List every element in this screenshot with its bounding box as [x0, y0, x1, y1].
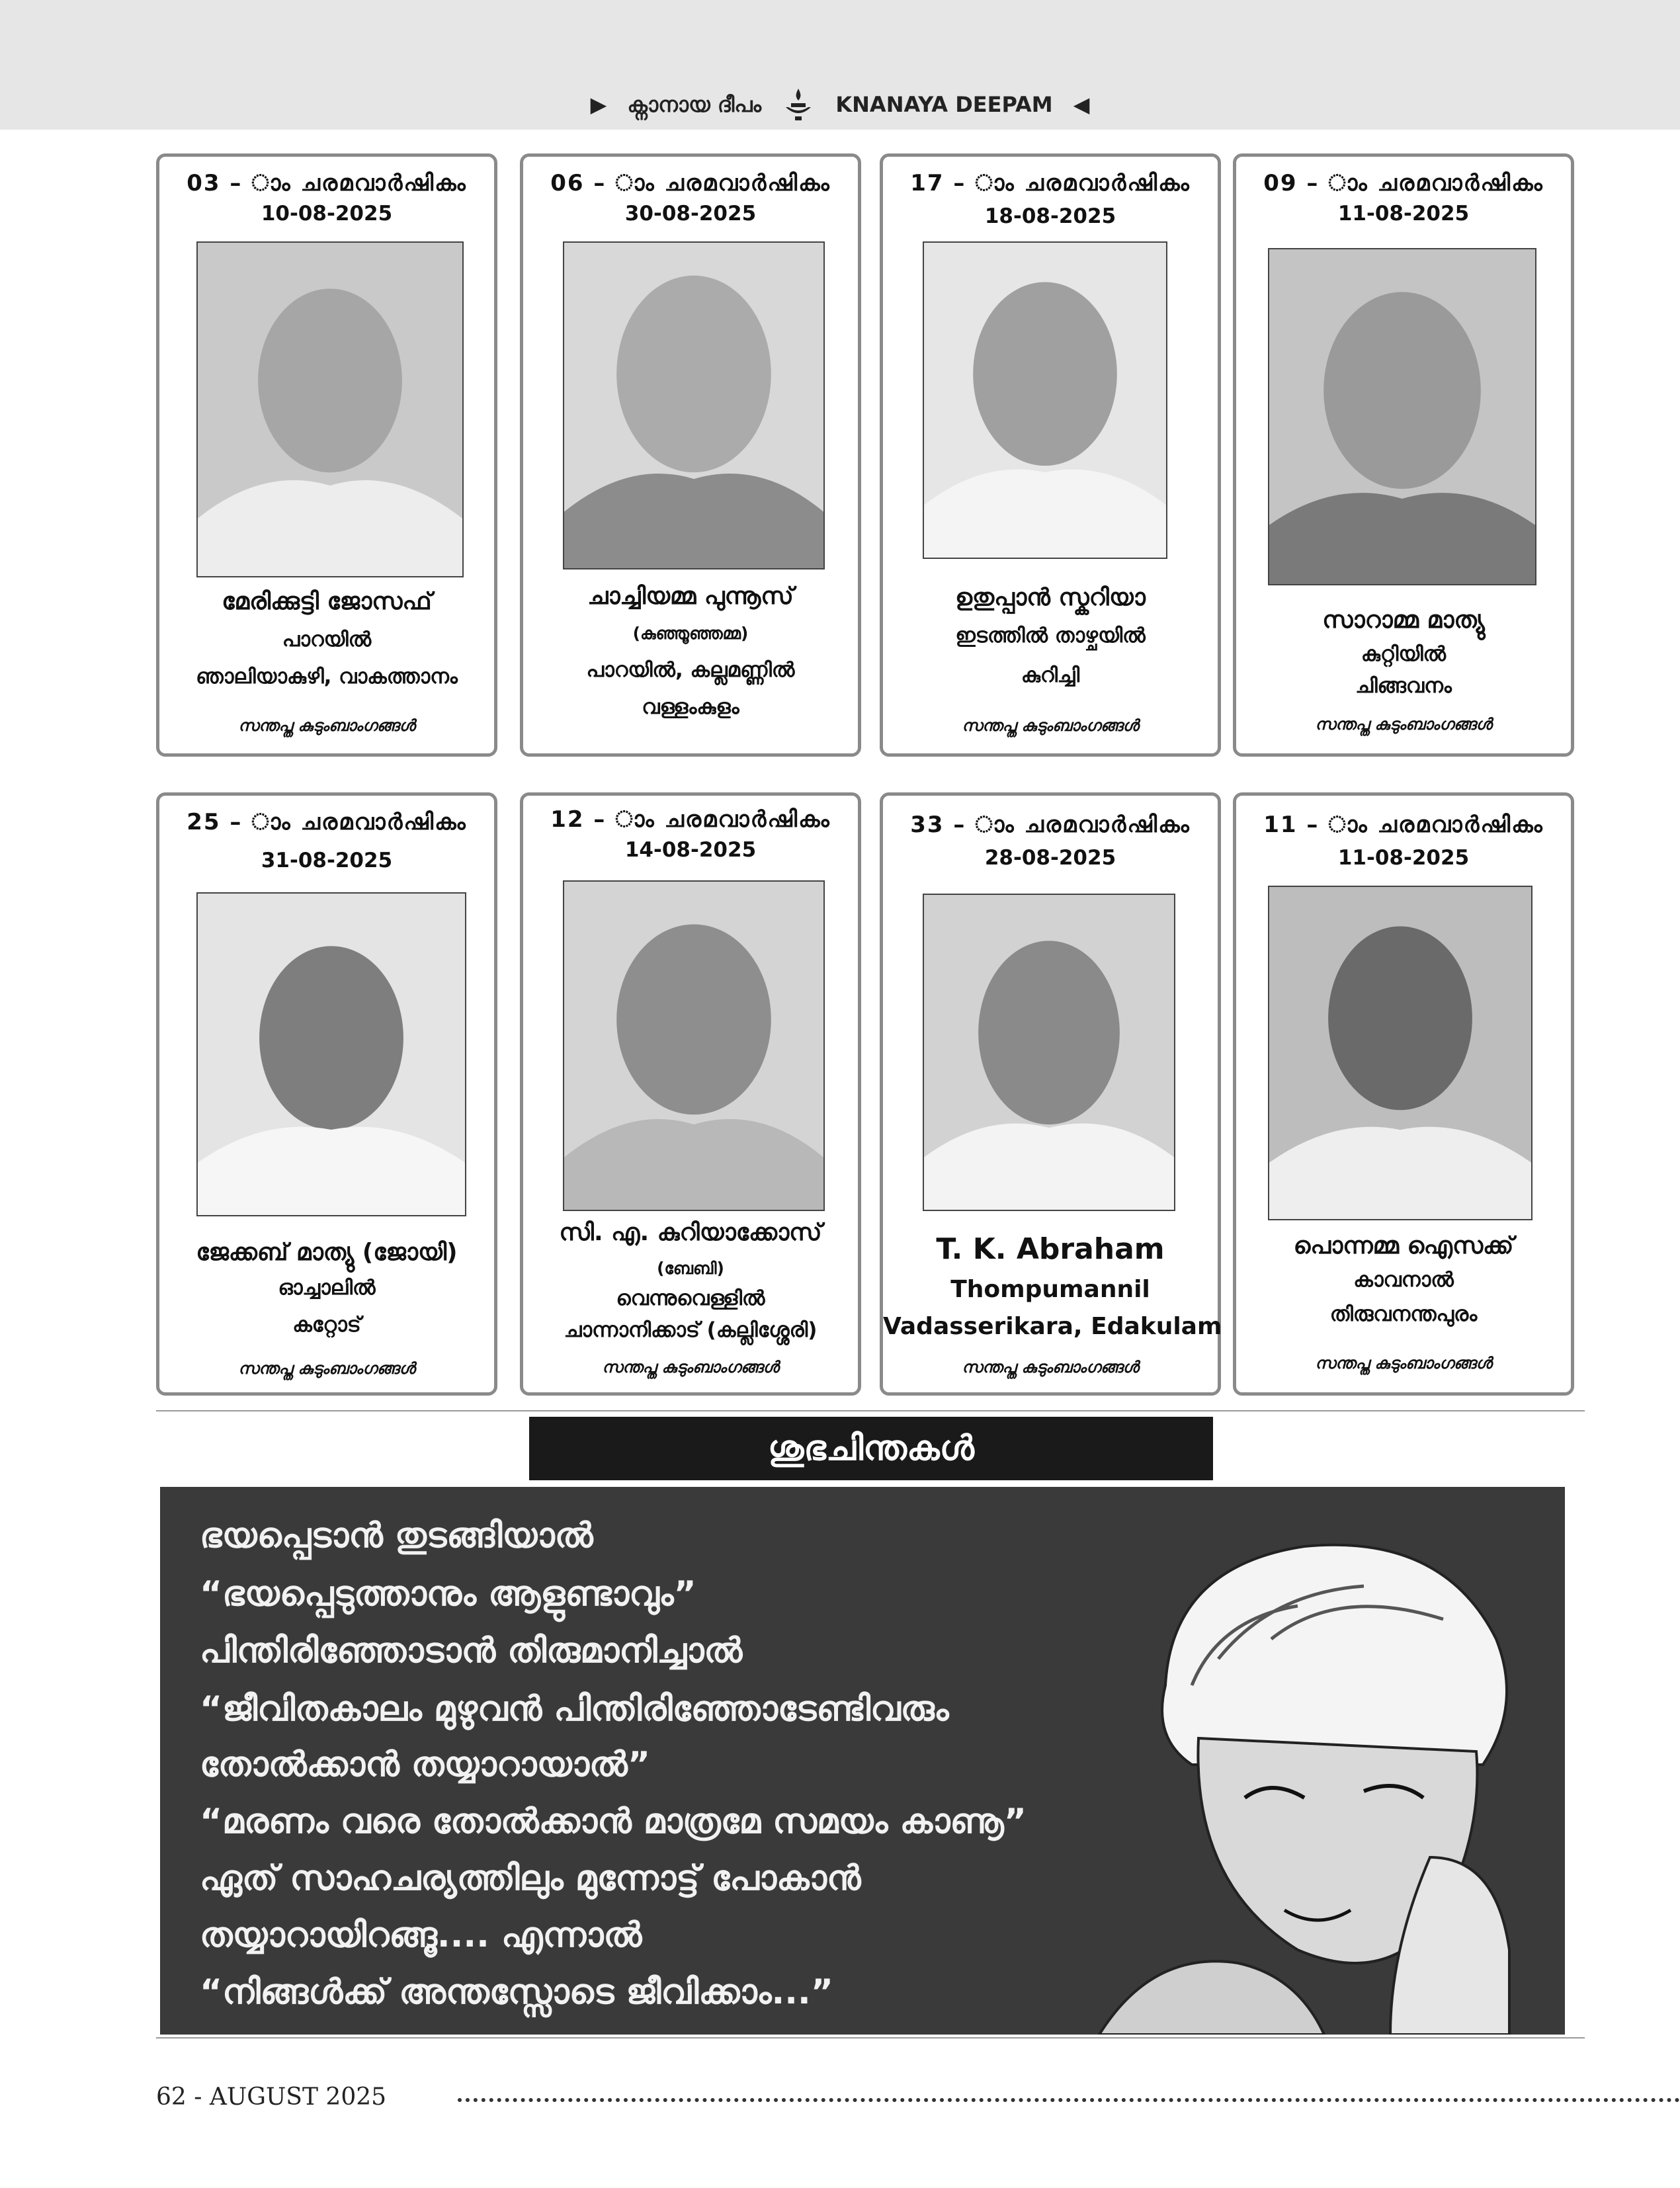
memorial-card: [156, 792, 497, 1396]
quote-line: “നിങ്ങൾക്ക് അന്തസ്സോടെ ജീവിക്കാം...”: [200, 1972, 833, 2012]
house-name: പാറയിൽ: [282, 628, 372, 652]
quote-line: “മരണം വരെ തോൽക്കാൻ മാത്രമേ സമയം കാണൂ”: [200, 1802, 1027, 1841]
place-name: ഞാലിയാകുഴി, വാകത്താനം: [196, 665, 458, 689]
person-name: ചാച്ചിയമ്മ പുന്നൂസ്: [587, 583, 794, 610]
masthead-title-en: KNANAYA DEEPAM: [835, 92, 1053, 117]
quote-line: “ഭയപ്പെടുത്താനും ആളുണ്ടാവും”: [200, 1574, 696, 1614]
mourners-label: സന്തപ്ത കുടുംബാംഗങ്ങൾ: [962, 716, 1139, 735]
mourners-label: സന്തപ്ത കുടുംബാംഗങ്ങൾ: [238, 716, 415, 735]
mourners-label: സന്തപ്ത കുടുംബാംഗങ്ങൾ: [602, 1358, 779, 1376]
place-name: വള്ളംകുളം: [642, 695, 739, 719]
masthead: [0, 87, 1680, 127]
house-name: വെന്നുവെള്ളിൽ: [616, 1286, 765, 1310]
right-triangle-icon: ◀: [1073, 92, 1090, 117]
place-name: Vadasserikara, Edakulam: [883, 1313, 1222, 1340]
place-name: കറ്റോട്: [292, 1313, 361, 1337]
anniversary-label: 17 – ാം ചരമവാർഷികം: [910, 170, 1191, 196]
date-label: 11-08-2025: [1337, 846, 1470, 870]
nickname-label: (ബേബി): [657, 1259, 724, 1278]
mourners-label: സന്തപ്ത കുടുംബാംഗങ്ങൾ: [238, 1359, 415, 1378]
oil-lamp-icon: [783, 87, 814, 122]
person-name: മേരിക്കുട്ടി ജോസഫ്: [222, 588, 432, 615]
divider: [156, 2037, 1585, 2039]
divider: [156, 1410, 1585, 1411]
portrait-photo: [563, 880, 825, 1211]
date-label: 18-08-2025: [984, 204, 1116, 228]
sketch-portrait-illustration: [1020, 1487, 1565, 2035]
page-number: 62 -: [156, 2083, 202, 2111]
quote-line: തയ്യാറായിറങ്ങൂ.... എന്നാൽ: [200, 1915, 642, 1955]
person-name: പൊന്നമ്മ ഐസക്ക്: [1293, 1232, 1514, 1259]
quote-line: ഏത് സാഹചര്യത്തിലും മുന്നോട്ട് പോകാൻ: [200, 1859, 861, 1898]
portrait-photo: [923, 241, 1167, 559]
place-name: ചിങ്ങവനം: [1355, 674, 1452, 698]
house-name: കുറ്റിയിൽ: [1361, 642, 1447, 666]
issue-month: AUGUST 2025: [209, 2083, 387, 2111]
date-label: 11-08-2025: [1337, 202, 1470, 226]
person-name: T. K. Abraham: [936, 1232, 1165, 1266]
anniversary-label: 25 – ാം ചരമവാർഷികം: [187, 809, 467, 835]
memorial-card: [520, 792, 861, 1396]
place-name: തിരുവനന്തപുരം: [1329, 1302, 1478, 1326]
place-name: കുറിച്ചി: [1021, 663, 1080, 687]
anniversary-label: 33 – ാം ചരമവാർഷികം: [910, 812, 1191, 838]
portrait-photo: [563, 241, 825, 569]
memorial-card: [156, 153, 497, 757]
anniversary-label: 12 – ാം ചരമവാർഷികം: [550, 806, 831, 833]
date-label: 30-08-2025: [624, 202, 757, 226]
date-label: 28-08-2025: [984, 846, 1116, 870]
house-name: കാവനാൽ: [1353, 1268, 1454, 1292]
portrait-photo: [196, 892, 466, 1216]
mourners-label: സന്തപ്ത കുടുംബാംഗങ്ങൾ: [962, 1358, 1139, 1376]
section-title: ശുഭചിന്തകൾ: [529, 1417, 1213, 1480]
quote-panel: [160, 1487, 1565, 2035]
anniversary-label: 11 – ാം ചരമവാർഷികം: [1263, 812, 1544, 838]
memorial-card: [1233, 792, 1574, 1396]
memorial-card: [1233, 153, 1574, 757]
mourners-label: സന്തപ്ത കുടുംബാംഗങ്ങൾ: [1315, 1354, 1492, 1372]
house-name: പാറയിൽ, കല്ലമണ്ണിൽ: [586, 658, 795, 682]
portrait-photo: [196, 241, 464, 577]
portrait-photo: [1268, 248, 1536, 585]
house-name: ഇടത്തിൽ താഴ്ചയിൽ: [955, 624, 1146, 648]
memorial-card: [520, 153, 861, 757]
quote-line: ഭയപ്പെടാൻ തുടങ്ങിയാൽ: [200, 1516, 593, 1556]
quote-line: “ജീവിതകാലം മുഴുവൻ പിന്തിരിഞ്ഞോടേണ്ടിവരും: [200, 1689, 949, 1729]
dotted-rule: [458, 2098, 1680, 2102]
place-name: ചാന്നാനിക്കാട് (കല്ലിശ്ശേരി): [564, 1318, 818, 1342]
nickname-label: (കുഞ്ഞൂഞ്ഞമ്മ): [632, 624, 749, 643]
anniversary-label: 03 – ാം ചരമവാർഷികം: [187, 170, 467, 196]
person-name: സാറാമ്മ മാത്യു: [1322, 607, 1485, 634]
quote-line: തോൽക്കാൻ തയ്യാറായാൽ”: [200, 1745, 651, 1785]
anniversary-label: 06 – ാം ചരമവാർഷികം: [550, 170, 831, 196]
date-label: 10-08-2025: [261, 202, 393, 226]
date-label: 31-08-2025: [261, 849, 393, 872]
date-label: 14-08-2025: [624, 838, 757, 862]
memorial-card: [880, 792, 1221, 1396]
mourners-label: സന്തപ്ത കുടുംബാംഗങ്ങൾ: [1315, 715, 1492, 734]
portrait-photo: [1268, 886, 1533, 1220]
person-name: സി. എ. കുറിയാക്കോസ്: [559, 1219, 822, 1246]
person-name: ഉതുപ്പാൻ സ്കറിയാ: [955, 584, 1146, 611]
memorial-card: [880, 153, 1221, 757]
left-triangle-icon: ▶: [590, 92, 607, 117]
anniversary-label: 09 – ാം ചരമവാർഷികം: [1263, 170, 1544, 196]
person-name: ജേക്കബ് മാത്യു (ജോയി): [196, 1239, 458, 1266]
house-name: ഓച്ചാലിൽ: [278, 1276, 376, 1300]
quote-line: പിന്തിരിഞ്ഞോടാൻ തിരുമാനിച്ചാൽ: [200, 1631, 743, 1671]
portrait-photo: [923, 894, 1175, 1211]
footer-page-info: [156, 2083, 386, 2111]
house-name: Thompumannil: [950, 1276, 1150, 1303]
masthead-title-ml: ക്നാനായ ദീപം: [627, 91, 762, 117]
